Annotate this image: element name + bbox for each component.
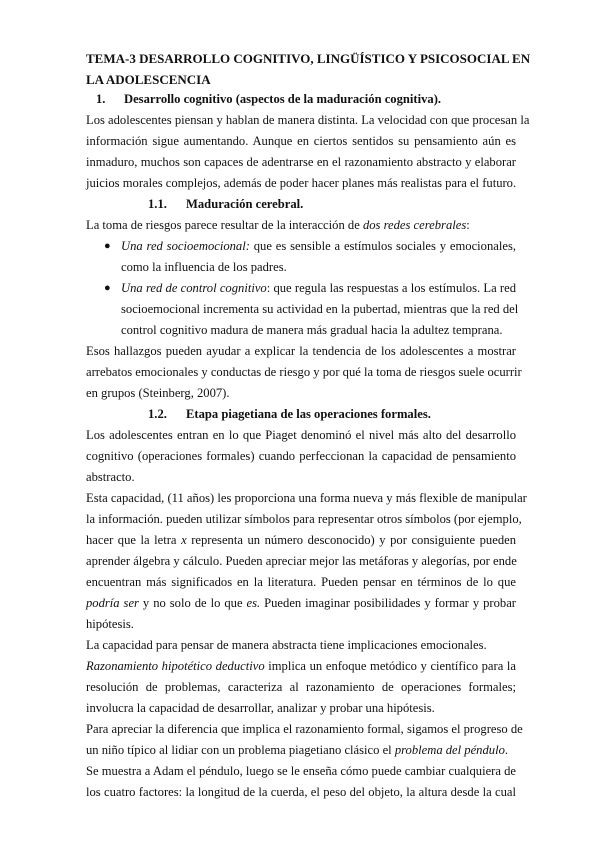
bullet-emphasis: Una red socioemocional: (121, 239, 250, 253)
paragraph-line: abstracto. (86, 470, 135, 484)
paragraph-emphasis: x (181, 533, 187, 547)
paragraph-emphasis: podría ser (86, 596, 139, 610)
bullet-icon: ● (104, 240, 111, 252)
section-1-1-intro (86, 215, 516, 236)
bullet-text: : que regula las respuestas a los estímulos. La red (266, 281, 516, 295)
section-1-2-paragraph-4 (86, 656, 516, 719)
bullet-text: control cognitivo madura de manera más gradual hacia la adultez temprana. (121, 323, 503, 337)
paragraph-line: La capacidad para pensar de manera abstracta tiene implicaciones emocionales. (86, 638, 487, 652)
title-line-2: LA ADOLESCENCIA (86, 72, 211, 87)
document-title (86, 48, 531, 69)
section-1-1-number: 1.1. (148, 197, 167, 211)
paragraph-text: . (504, 743, 509, 757)
section-1-number: 1. (96, 92, 106, 106)
section-1-paragraph (86, 110, 530, 194)
section-1-2-paragraph-5 (86, 719, 523, 761)
paragraph-line: Se muestra a Adam el péndulo, luego se le enseña cómo puede cambiar cualquiera de (86, 764, 516, 778)
section-1-2-heading (148, 404, 516, 425)
paragraph-line: inmaduro, muchos son capaces de adentrarse en el razonamiento abstracto y elaborar (86, 155, 516, 169)
paragraph-text: un niño típico al lidiar con un problema piagetiano clásico el (86, 743, 395, 757)
paragraph-line: los cuatro factores: la longitud de la cuerda, el peso del objeto, la altura desde la cual (86, 785, 516, 799)
intro-emphasis: dos redes cerebrales (362, 218, 467, 232)
paragraph-line: cognitivo (operaciones formales) cuando perfeccionan la capacidad de pensamiento (86, 449, 516, 463)
intro-text: La toma de riesgos parece resultar de la interacción de (86, 218, 363, 232)
section-1-1-paragraph (86, 341, 522, 404)
paragraph-line: involucra la capacidad de desarrollar, analizar y probar una hipótesis. (86, 701, 435, 715)
paragraph-text: y no solo de lo que (138, 596, 247, 610)
bullet-text: como la influencia de los padres. (121, 260, 287, 274)
section-1-title: Desarrollo cognitivo (aspectos de la maduración cognitiva). (124, 92, 442, 106)
section-1-2-paragraph-1 (86, 425, 516, 488)
paragraph-emphasis: problema del péndulo (394, 743, 505, 757)
paragraph-emphasis: Razonamiento hipotético deductivo (86, 659, 265, 673)
paragraph-line: Esta capacidad, (11 años) les proporciona una forma nueva y más flexible de manipular (86, 491, 527, 505)
intro-colon: : (466, 218, 470, 232)
paragraph-line: Esos hallazgos pueden ayudar a explicar la tendencia de los adolescentes a mostrar (86, 344, 516, 358)
paragraph-emphasis: es. (246, 596, 261, 610)
paragraph-text: hacer que la letra (86, 533, 182, 547)
bullet-text: socioemocional incrementa su actividad en la pubertad, mientras que la red del (121, 302, 519, 316)
paragraph-line: en grupos (Steinberg, 2007). (86, 386, 230, 400)
paragraph-text: representa un número desconocido) y por consiguiente pueden (186, 533, 516, 547)
section-1-1-title: Maduración cerebral. (186, 197, 304, 211)
paragraph-line: Los adolescentes entran en lo que Piaget denominó el nivel más alto del desarrollo (86, 428, 516, 442)
paragraph-text: implica un enfoque metódico y científico para la (264, 659, 516, 673)
section-1-2-number: 1.2. (148, 407, 167, 421)
paragraph-line: la información. pueden utilizar símbolos para representar otros símbolos (por ejemplo, (86, 512, 522, 526)
paragraph-line: resolución de problemas, caracteriza al razonamiento de operaciones formales; (86, 680, 516, 694)
bullet-icon: ● (104, 282, 111, 294)
paragraph-line: hipótesis. (86, 617, 134, 631)
title-line-1: TEMA-3 DESARROLLO COGNITIVO, LINGÜÍSTICO Y PSICOSOCIAL EN (86, 51, 531, 66)
section-1-2-title: Etapa piagetiana de las operaciones formales. (186, 407, 431, 421)
paragraph-line: juicios morales complejos, además de poder hacer planes más realistas para el futuro. (86, 176, 517, 190)
section-1-2-paragraph-3 (86, 635, 516, 656)
paragraph-line: arrebatos emocionales y conductas de riesgo y por qué la toma de riesgos suele ocurrir (86, 365, 522, 379)
bullet-text: que es sensible a estímulos sociales y emocionales, (249, 239, 516, 253)
bullet-emphasis: Una red de control cognitivo (121, 281, 267, 295)
paragraph-line: Para apreciar la diferencia que implica el razonamiento formal, sigamos el progreso de (86, 722, 523, 736)
paragraph-line: información sigue aumentando. Aunque en ciertos sentidos su pensamiento aún es (86, 134, 516, 148)
bullet-item-socioemotional (121, 236, 516, 278)
section-1-2-paragraph-6 (86, 761, 516, 803)
section-1-1-heading (148, 194, 516, 215)
paragraph-line: aprender álgebra y cálculo. Pueden apreciar mejor las metáforas y alegorías, por ende (86, 554, 517, 568)
paragraph-line: Los adolescentes piensan y hablan de manera distinta. La velocidad con que procesan la (86, 113, 530, 127)
document-title-cont (86, 69, 516, 90)
section-1-2-paragraph-2 (86, 488, 527, 635)
section-1-heading (96, 89, 516, 110)
paragraph-line: encuentran más significados en la literatura. Pueden pensar en términos de lo que (86, 575, 516, 589)
bullet-item-cognitive-control (121, 278, 519, 341)
paragraph-text: Pueden imaginar posibilidades y formar y probar (260, 596, 516, 610)
